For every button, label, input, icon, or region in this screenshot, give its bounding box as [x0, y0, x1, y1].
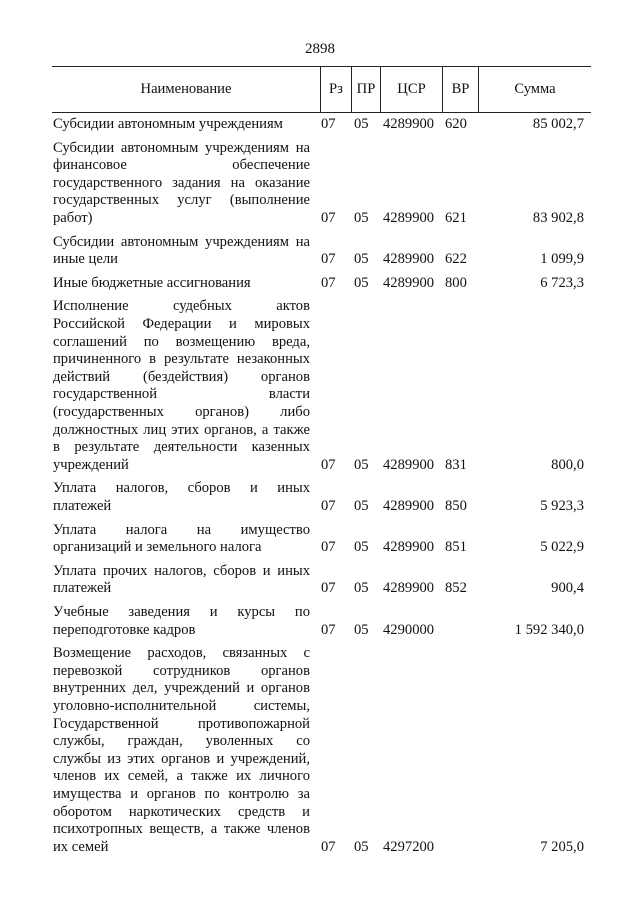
row-sum: 6 723,3 [540, 274, 584, 291]
row-rz: 07 [321, 116, 336, 132]
row-name-line: работ) [53, 209, 93, 226]
row-csr: 4289900 [383, 209, 435, 226]
page-number: 2898 [305, 41, 335, 57]
row-rz: 07 [321, 580, 336, 597]
row-rz: 07 [321, 456, 336, 473]
row-pr: 05 [354, 251, 369, 268]
row-csr: 4289900 [383, 497, 435, 514]
row-name [53, 298, 310, 474]
row-name-line: Субсидии автономным учреждениям на [53, 233, 310, 250]
row-name-line: Возмещение расходов, связанных с [53, 645, 310, 662]
row-name-line: внутренних дел, учреждений и органов [53, 680, 310, 697]
row-name [53, 645, 310, 856]
row-name-line: Уплата прочих налогов, сборов и иных [53, 562, 310, 579]
row-rz: 07 [321, 497, 336, 514]
row-vr: 622 [445, 251, 467, 268]
row-csr: 4297200 [383, 838, 435, 855]
row-name-line: Российской Федерации и мировых [53, 315, 310, 332]
row-name [53, 275, 310, 293]
row-name-line: членов их семей, а также их личного [53, 768, 310, 785]
row-name-line: платежей [53, 497, 112, 514]
row-vr: 620 [445, 116, 467, 132]
row-name-line: действий (бездействия) органов [53, 368, 310, 385]
row-name-line: психотропных веществ, а также членов [53, 821, 310, 838]
row-rz: 07 [321, 209, 336, 226]
row-name [53, 563, 310, 598]
row-sum: 5 022,9 [540, 539, 584, 556]
row-name-line: уголовно-исполнительной системы, [53, 697, 310, 714]
row-name-line: в результате деятельности казенных [53, 439, 310, 456]
row-name [53, 116, 310, 134]
row-name-line: Субсидии автономным учреждениям на [53, 139, 310, 156]
row-name-line: государственных услуг (выполнение [53, 192, 310, 209]
row-csr: 4289900 [383, 251, 435, 268]
row-name-line: причиненного в результате незаконных [53, 351, 310, 368]
row-csr: 4290000 [383, 621, 435, 638]
row-sum: 85 002,7 [532, 116, 584, 132]
row-name-line: переподготовке кадров [53, 621, 196, 638]
row-pr: 05 [354, 580, 369, 597]
header-csr: ЦСР [380, 67, 442, 112]
row-csr: 4289900 [383, 456, 435, 473]
row-name [53, 234, 310, 269]
row-pr: 05 [354, 456, 369, 473]
row-name-line: Исполнение судебных актов [53, 298, 310, 315]
row-vr: 621 [445, 209, 467, 226]
row-name [53, 522, 310, 557]
header-rz: Рз [320, 67, 351, 112]
row-pr: 05 [354, 497, 369, 514]
row-sum: 83 902,8 [532, 209, 584, 226]
row-rz: 07 [321, 621, 336, 638]
row-vr: 852 [445, 580, 467, 597]
row-pr: 05 [354, 274, 369, 291]
row-name-line: Субсидии автономным учреждениям [53, 116, 283, 132]
header-pr: ПР [351, 67, 380, 112]
table-header [52, 66, 591, 113]
row-name-line: Учебные заведения и курсы по [53, 604, 310, 620]
row-rz: 07 [321, 251, 336, 268]
row-vr: 850 [445, 497, 467, 514]
header-sum: Сумма [478, 67, 591, 112]
row-name-line: Уплата налогов, сборов и иных [53, 480, 310, 497]
row-name-line: имущества и органов по контролю за [53, 785, 310, 802]
row-name-line: организаций и земельного налога [53, 539, 262, 556]
row-csr: 4289900 [383, 116, 435, 132]
row-sum: 1 099,9 [540, 251, 584, 268]
row-rz: 07 [321, 539, 336, 556]
row-name-line: (государственных органов) либо [53, 403, 310, 420]
row-rz: 07 [321, 838, 336, 855]
row-vr: 851 [445, 539, 467, 556]
row-csr: 4289900 [383, 580, 435, 597]
row-sum: 900,4 [551, 580, 584, 597]
row-name [53, 140, 310, 228]
row-name-line: Государственной противопожарной [53, 715, 310, 732]
row-pr: 05 [354, 539, 369, 556]
header-vr: ВР [442, 67, 478, 112]
row-name-line: перевозкой сотрудников органов [53, 662, 310, 679]
row-vr: 831 [445, 456, 467, 473]
row-sum: 1 592 340,0 [514, 621, 584, 638]
row-name [53, 480, 310, 515]
row-pr: 05 [354, 209, 369, 226]
row-name-line: их семей [53, 838, 109, 855]
row-csr: 4289900 [383, 274, 435, 291]
row-sum: 800,0 [551, 456, 584, 473]
row-name-line: службы, граждан, уволенных со [53, 733, 310, 750]
row-sum: 5 923,3 [540, 497, 584, 514]
row-name-line: платежей [53, 580, 112, 597]
row-pr: 05 [354, 116, 369, 132]
header-name: Наименование [140, 81, 232, 97]
row-name-line: оборотом наркотических средств и [53, 803, 310, 820]
row-name-line: службы из этих органов и учреждений, [53, 750, 310, 767]
row-name-line: иные цели [53, 251, 118, 268]
row-sum: 7 205,0 [540, 838, 584, 855]
row-vr: 800 [445, 274, 467, 291]
row-name-line: финансовое обеспечение [53, 157, 310, 174]
row-name-line: соглашений по возмещению вреда, [53, 333, 310, 350]
row-name-line: государственной власти [53, 386, 310, 403]
row-name-line: должностных лиц этих органов, а также [53, 421, 310, 438]
row-pr: 05 [354, 838, 369, 855]
row-name [53, 604, 310, 639]
row-name-line: Иные бюджетные ассигнования [53, 274, 251, 291]
row-pr: 05 [354, 621, 369, 638]
row-name-line: государственного задания на оказание [53, 174, 310, 191]
row-csr: 4289900 [383, 539, 435, 556]
row-name-line: Уплата налога на имущество [53, 521, 310, 538]
row-rz: 07 [321, 274, 336, 291]
row-name-line: учреждений [53, 456, 129, 473]
